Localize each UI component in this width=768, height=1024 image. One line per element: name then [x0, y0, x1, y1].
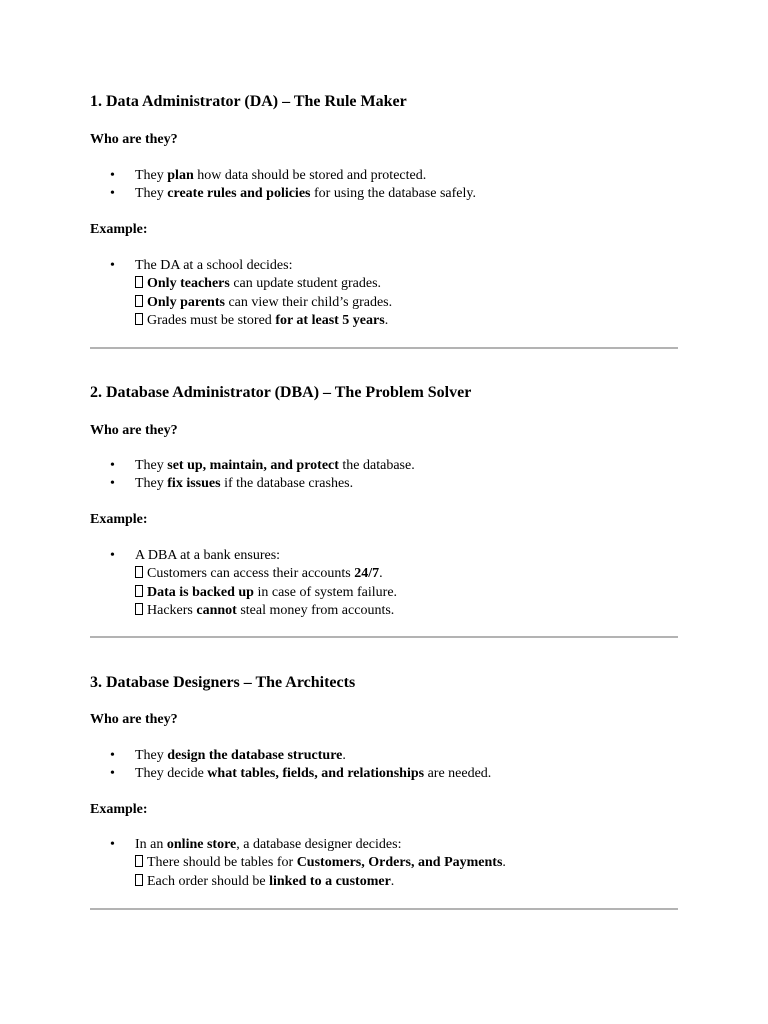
example-subitem: Each order should be linked to a customer.	[135, 873, 506, 891]
horizontal-divider	[90, 636, 678, 638]
example-intro: • The DA at a school decides:	[135, 258, 293, 273]
who-bullet-list	[135, 747, 491, 784]
list-item	[135, 836, 506, 891]
example-subitem: Grades must be stored for at least 5 years.	[135, 312, 392, 330]
who-are-they-label: Who are they?	[90, 712, 178, 727]
section-heading: 2. Database Administrator (DBA) – The Problem Solver	[90, 384, 472, 401]
horizontal-divider	[90, 908, 678, 910]
example-bullet-list	[135, 547, 397, 620]
section-heading: 3. Database Designers – The Architects	[90, 674, 356, 691]
checkbox-glyph-icon	[135, 855, 143, 867]
list-item: • They decide what tables, fields, and relationships are needed.	[135, 765, 491, 783]
example-label: Example:	[90, 512, 148, 527]
checkbox-glyph-icon	[135, 585, 143, 597]
example-label: Example:	[90, 802, 148, 817]
horizontal-divider	[90, 347, 678, 349]
who-are-they-label: Who are they?	[90, 132, 178, 147]
list-item: • They set up, maintain, and protect the database.	[135, 457, 415, 475]
example-subitem: Data is backed up in case of system failure.	[135, 584, 397, 602]
example-subitem: There should be tables for Customers, Orders, and Payments.	[135, 854, 506, 872]
who-are-they-label: Who are they?	[90, 423, 178, 438]
example-intro: • In an online store, a database designer decides:	[135, 837, 402, 852]
list-item: • They design the database structure.	[135, 747, 491, 765]
example-label: Example:	[90, 222, 148, 237]
example-intro: • A DBA at a bank ensures:	[135, 548, 281, 563]
list-item	[135, 547, 397, 620]
section-heading: 1. Data Administrator (DA) – The Rule Maker	[90, 93, 407, 110]
checkbox-glyph-icon	[135, 295, 143, 307]
checkbox-glyph-icon	[135, 874, 143, 886]
example-subitem: Customers can access their accounts 24/7.	[135, 565, 397, 583]
example-subitem: Only teachers can update student grades.	[135, 275, 392, 293]
who-bullet-list	[135, 167, 476, 204]
list-item	[135, 257, 392, 330]
checkbox-glyph-icon	[135, 313, 143, 325]
checkbox-glyph-icon	[135, 276, 143, 288]
list-item: • They create rules and policies for using the database safely.	[135, 185, 476, 203]
checkbox-glyph-icon	[135, 603, 143, 615]
example-subitem: Hackers cannot steal money from accounts.	[135, 602, 397, 620]
who-bullet-list	[135, 457, 415, 494]
example-bullet-list	[135, 836, 506, 891]
list-item: • They fix issues if the database crashes.	[135, 475, 415, 493]
list-item: • They plan how data should be stored and protected.	[135, 167, 476, 185]
checkbox-glyph-icon	[135, 566, 143, 578]
example-bullet-list	[135, 257, 392, 330]
example-subitem: Only parents can view their child’s grades.	[135, 294, 392, 312]
